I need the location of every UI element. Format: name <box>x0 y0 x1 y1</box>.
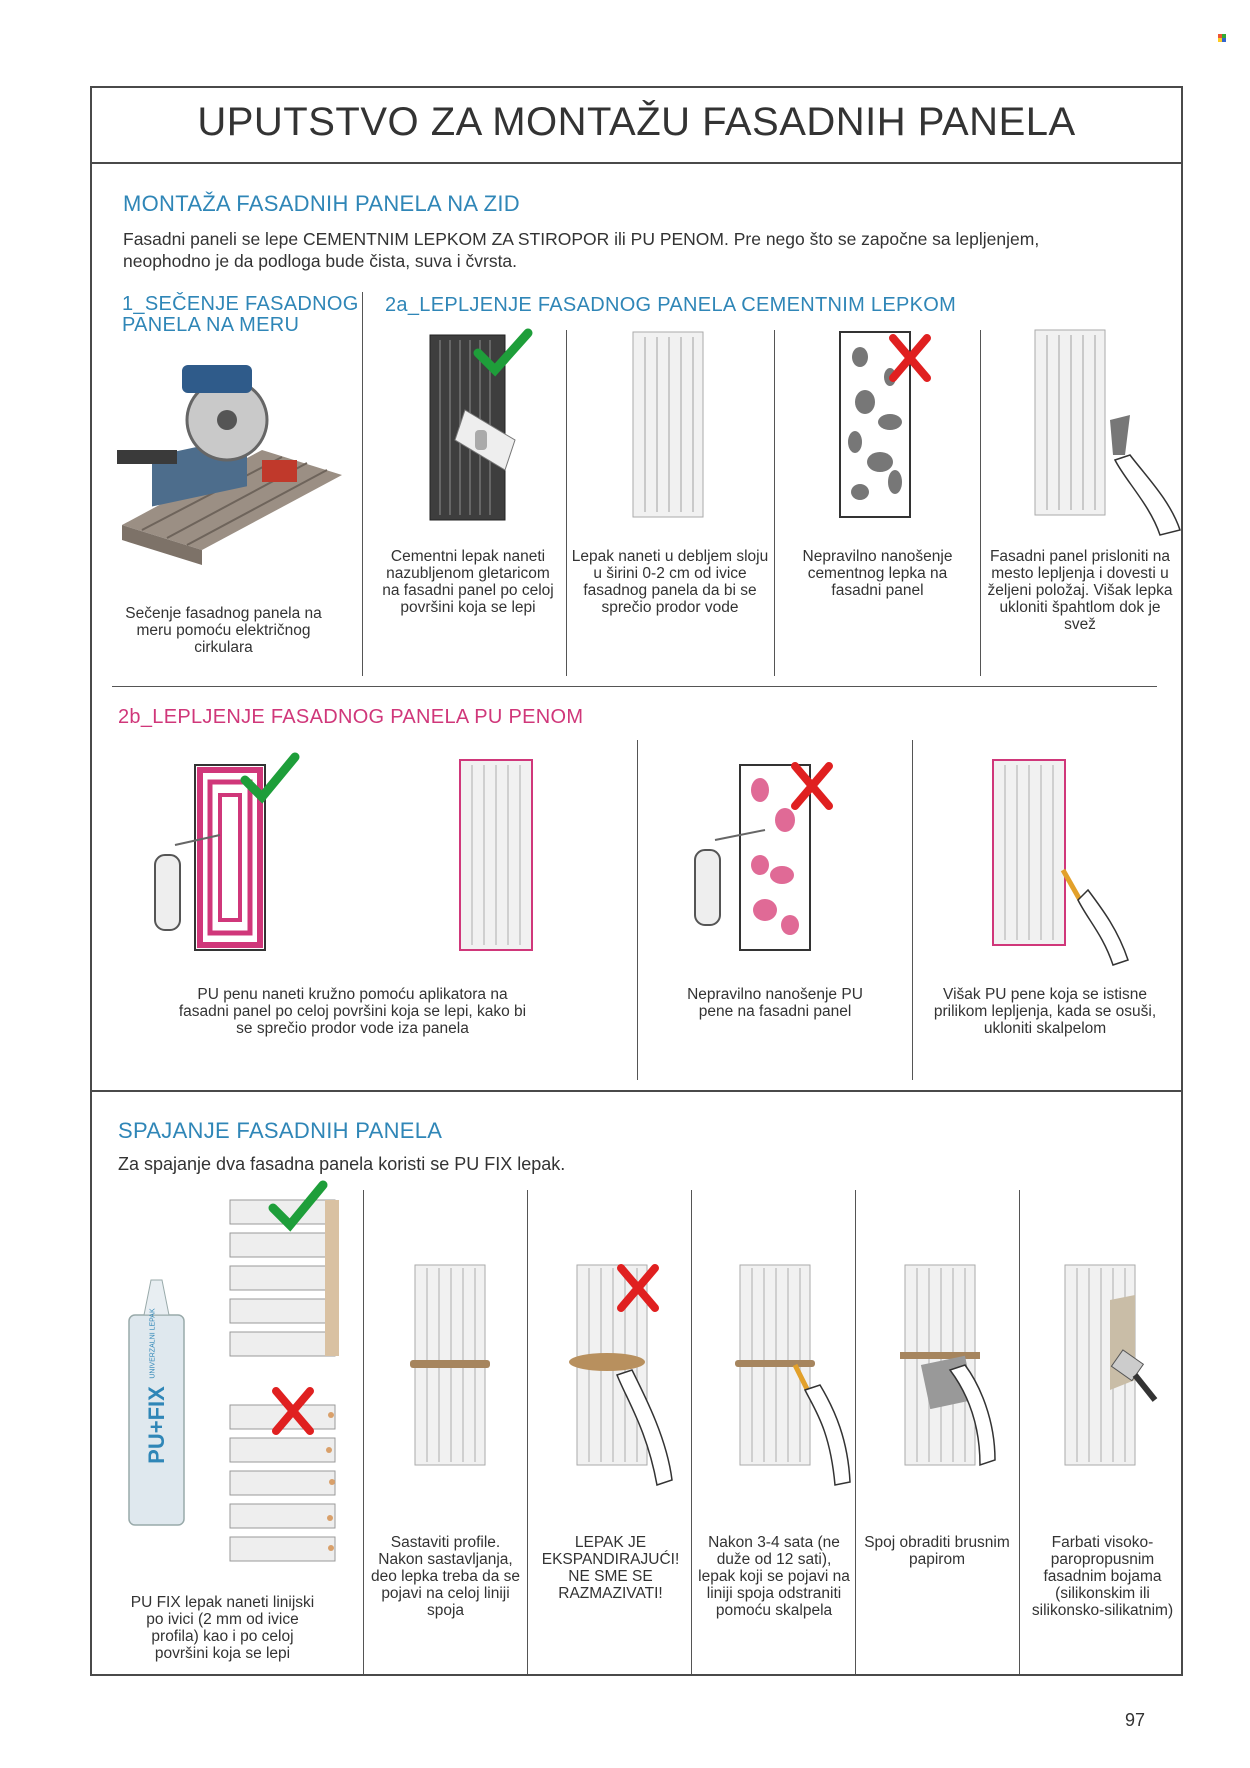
column-divider <box>912 740 913 1080</box>
tube-sublabel: UNIVERZALNI LEPAK <box>149 1308 157 1379</box>
step2b-caption-1: PU penu naneti kružno pomoću aplikatora na fasadni panel po celoj površini koja se lepi, kako bi se sprečio prodor vode iza panela <box>178 986 527 1037</box>
step2b-heading: 2b_LEPLJENJE FASADNOG PANELA PU PENOM <box>118 706 584 728</box>
column-divider <box>363 1190 364 1674</box>
panel-scalpel-illustration <box>988 760 1128 970</box>
subsection-divider <box>112 686 1157 687</box>
step2b-caption-2: Nepravilno nanošenje PU pene na fasadni panel <box>687 986 863 1020</box>
step1-heading-line2: PANELA NA MERU <box>122 314 300 336</box>
page-number: 97 <box>1125 1710 1146 1730</box>
panel-illustration <box>455 760 545 955</box>
title-divider <box>90 162 1183 164</box>
step3-caption-2: Sastaviti profile. Nakon sastavljanja, deo lepka treba da se pojavi na celoj liniji spoja <box>370 1534 521 1619</box>
column-divider <box>527 1190 528 1674</box>
section-intro-line1: Fasadni paneli se lepe CEMENTNIM LEPKOM ZA STIROPOR ili PU PENOM. Pre nego što se započne sa lepljenjem, <box>123 229 1040 249</box>
column-divider <box>362 292 363 676</box>
miter-saw-illustration <box>112 350 352 550</box>
step3-caption-1: PU FIX lepak naneti linijski po ivici (2 mm od ivice profila) kao i po celoj površini koja se lepi <box>130 1594 315 1662</box>
step1-heading-line1: 1_SEČENJE FASADNOG <box>122 293 359 315</box>
column-divider <box>980 330 981 676</box>
step3-caption-3: LEPAK JE EKSPANDIRAJUĆI! NE SME SE RAZMAZIVATI! <box>541 1534 680 1602</box>
step2a-caption-3: Nepravilno nanošenje cementnog lepka na fasadni panel <box>802 548 953 599</box>
section-intro-line2: neophodno je da podloga bude čista, suva i čvrsta. <box>123 251 518 271</box>
step2a-caption-4: Fasadni panel prisloniti na mesto lepljenja i dovesti u željeni položaj. Višak lepka ukloniti špahtlom dok je svež <box>987 548 1173 633</box>
step3-caption-4: Nakon 3-4 sata (ne duže od 12 sati), lepak koji se pojavi na liniji spoja odstraniti pomoću skalpela <box>698 1534 850 1619</box>
section-divider <box>90 1090 1183 1092</box>
cross-icon <box>613 1260 663 1315</box>
step2a-heading: 2a_LEPLJENJE FASADNOG PANELA CEMENTNIM LEPKOM <box>385 294 957 316</box>
panel-illustration <box>628 332 718 522</box>
step2a-caption-1: Cementni lepak naneti nazubljenom gletaricom na fasadni panel po celoj površini koja se lepi <box>382 548 554 616</box>
check-icon <box>268 1180 328 1235</box>
scalpel-joint-illustration <box>730 1260 850 1490</box>
tube-label: PU+FIX <box>144 1386 169 1464</box>
sanding-illustration <box>895 1260 1015 1490</box>
cross-icon <box>268 1383 318 1438</box>
check-icon <box>473 328 533 378</box>
step2b-caption-3: Višak PU pene koja se istisne prilikom lepljenja, kada se osuši, ukloniti skalpelom <box>933 986 1157 1037</box>
cross-icon <box>885 330 935 385</box>
section-heading-spajanje: SPAJANJE FASADNIH PANELA <box>118 1118 443 1143</box>
step2a-caption-2: Lepak naneti u debljem sloju u širini 0-2 cm od ivice fasadnog panela da bi se sprečio prodor vode <box>571 548 769 616</box>
color-dots-icon <box>1218 34 1226 42</box>
page-title: UPUTSTVO ZA MONTAŽU FASADNIH PANELA <box>197 100 1076 144</box>
check-icon <box>240 752 300 807</box>
painting-illustration <box>1055 1260 1175 1490</box>
step3-caption-5: Spoj obraditi brusnim papirom <box>864 1534 1010 1568</box>
panel-spatula-illustration <box>1030 330 1180 540</box>
column-divider <box>1019 1190 1020 1674</box>
column-divider <box>691 1190 692 1674</box>
step3-caption-6: Farbati visoko-paropropusnim fasadnim bojama (silikonskim ili silikonsko-silikatnim) <box>1031 1534 1174 1619</box>
column-divider <box>566 330 567 676</box>
joined-profiles-illustration <box>405 1260 505 1470</box>
cross-icon <box>787 758 837 813</box>
step1-caption: Sečenje fasadnog panela na meru pomoću električnog cirkulara <box>125 605 322 656</box>
column-divider <box>774 330 775 676</box>
column-divider <box>637 740 638 1080</box>
section3-intro: Za spajanje dva fasadna panela koristi se PU FIX lepak. <box>118 1154 566 1174</box>
section-heading-montaza: MONTAŽA FASADNIH PANELA NA ZID <box>123 191 520 216</box>
step1-heading <box>122 294 359 336</box>
column-divider <box>855 1190 856 1674</box>
